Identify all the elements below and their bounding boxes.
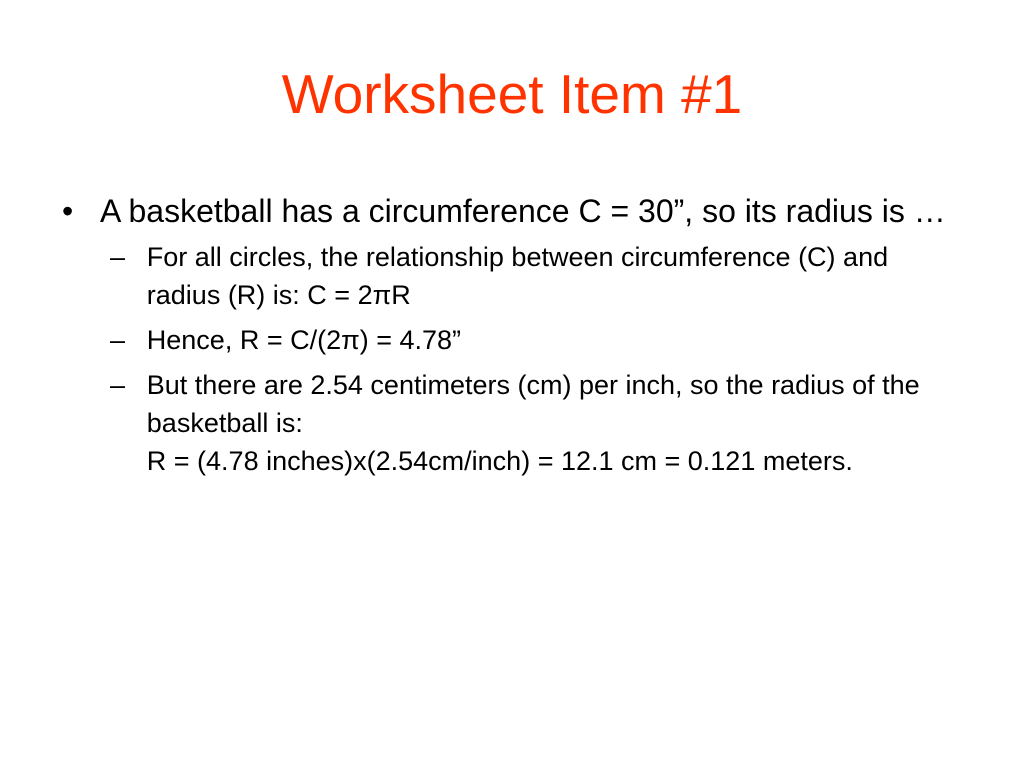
sub-bullet (110, 366, 962, 480)
main-bullet (62, 190, 962, 233)
main-bullet-text: A basketball has a circumference C = 30”, so its radius is … (100, 193, 946, 229)
sub-bullet-text: For all circles, the relationship between circumference (C) and radius (R) is: C = 2πR (146, 242, 889, 310)
sub-bullet-line: But there are 2.54 centimeters (cm) per inch, so the radius of the basketball is: (146, 370, 920, 438)
bullet-marker: • (62, 193, 74, 229)
sub-bullet-text: Hence, R = C/(2π) = 4.78” (146, 325, 462, 355)
sub-bullet-line: R = (4.78 inches)x(2.54cm/inch) = 12.1 cm = 0.121 meters. (146, 446, 853, 476)
slide-title: Worksheet Item #1 (281, 63, 743, 125)
sub-bullet (110, 238, 962, 314)
sub-bullet-list (110, 238, 962, 480)
sub-bullet (110, 321, 962, 359)
dash-marker: – (110, 325, 126, 355)
dash-marker: – (110, 370, 126, 400)
bullet-list (62, 190, 962, 487)
dash-marker: – (110, 242, 126, 272)
sub-bullet-text (147, 366, 962, 480)
